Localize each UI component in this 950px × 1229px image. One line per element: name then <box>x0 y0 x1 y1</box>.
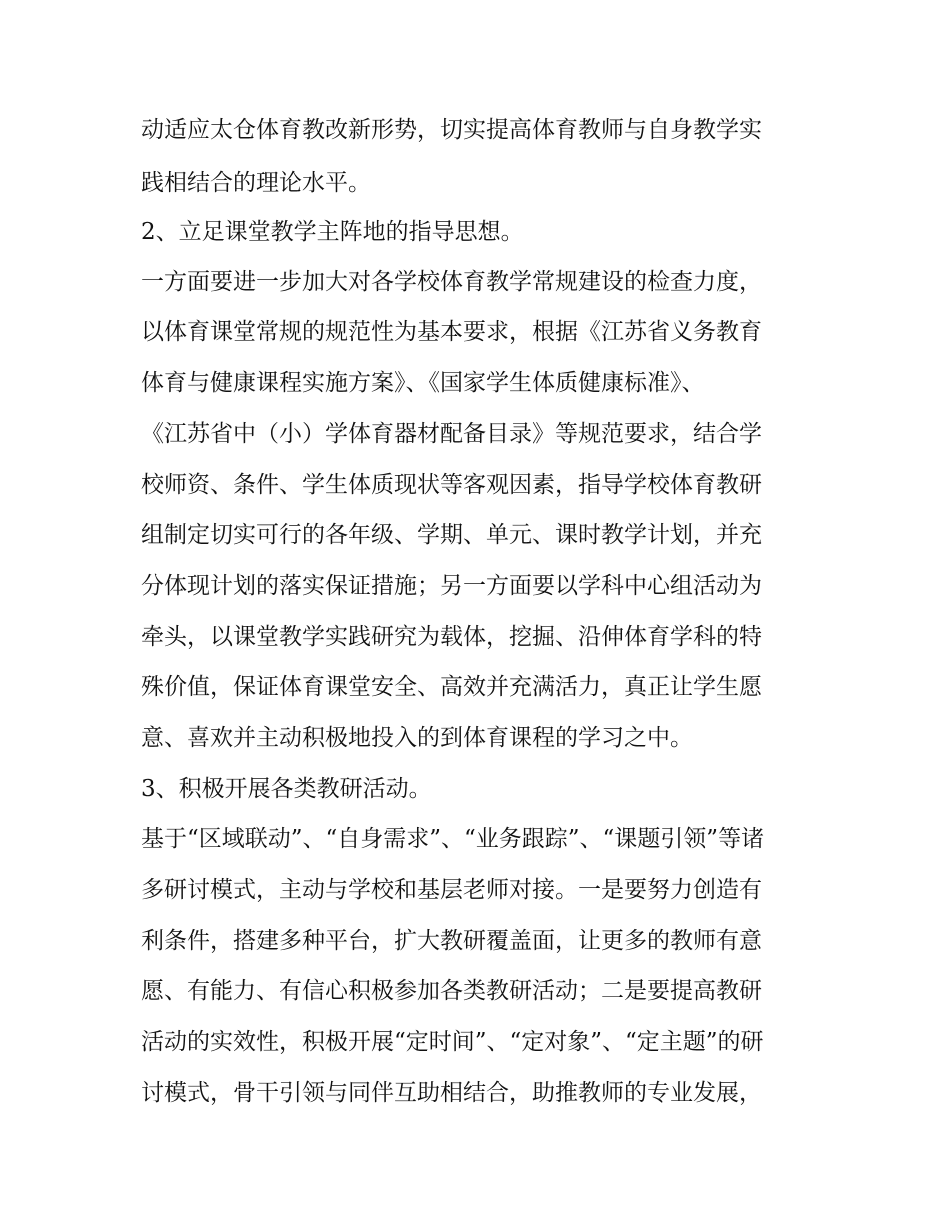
text-line: 殊价值，保证体育课堂安全、高效并充满活力，真正让学生愿 <box>141 674 762 700</box>
text-line: 基于“区域联动”、“自身需求”、“业务跟踪”、“课题引领”等诸 <box>141 826 765 852</box>
section-heading: 3、积极开展各类教研活动。 <box>141 776 432 802</box>
text-line: 动适应太仓体育教改新形势，切实提高体育教师与自身教学实 <box>141 117 762 143</box>
text-line: 校师资、条件、学生体质现状等客观因素，指导学校体育教研 <box>141 472 762 498</box>
text-line: 意、喜欢并主动积极地投入的到体育课程的学习之中。 <box>141 725 693 751</box>
text-line: 利条件，搭建多种平台，扩大教研覆盖面，让更多的教师有意 <box>141 928 762 954</box>
section-heading: 2、立足课堂教学主阵地的指导思想。 <box>141 219 524 245</box>
text-line: 以体育课堂常规的规范性为基本要求，根据《江苏省义务教育 <box>141 319 762 345</box>
text-line: 愿、有能力、有信心积极参加各类教研活动；二是要提高教研 <box>141 978 762 1004</box>
text-line: 活动的实效性，积极开展“定时间”、“定对象”、“定主题”的研 <box>141 1029 764 1055</box>
text-line: 牵头，以课堂教学实践研究为载体，挖掘、沿伸体育学科的特 <box>141 624 762 650</box>
text-line: 一方面要进一步加大对各学校体育教学常规建设的检查力度， <box>141 269 762 295</box>
text-line: 体育与健康课程实施方案》、《国家学生体质健康标准》、 <box>141 370 705 396</box>
text-line: 践相结合的理论水平。 <box>141 170 371 196</box>
text-line: 分体现计划的落实保证措施；另一方面要以学科中心组活动为 <box>141 573 762 599</box>
text-line: 组制定切实可行的各年级、学期、单元、课时教学计划，并充 <box>141 522 762 548</box>
text-line: 《江苏省中（小）学体育器材配备目录》等规范要求，结合学 <box>141 421 762 447</box>
text-line: 多研讨模式，主动与学校和基层老师对接。一是要努力创造有 <box>141 877 762 903</box>
text-line: 讨模式，骨干引领与同伴互助相结合，助推教师的专业发展， <box>141 1080 762 1106</box>
